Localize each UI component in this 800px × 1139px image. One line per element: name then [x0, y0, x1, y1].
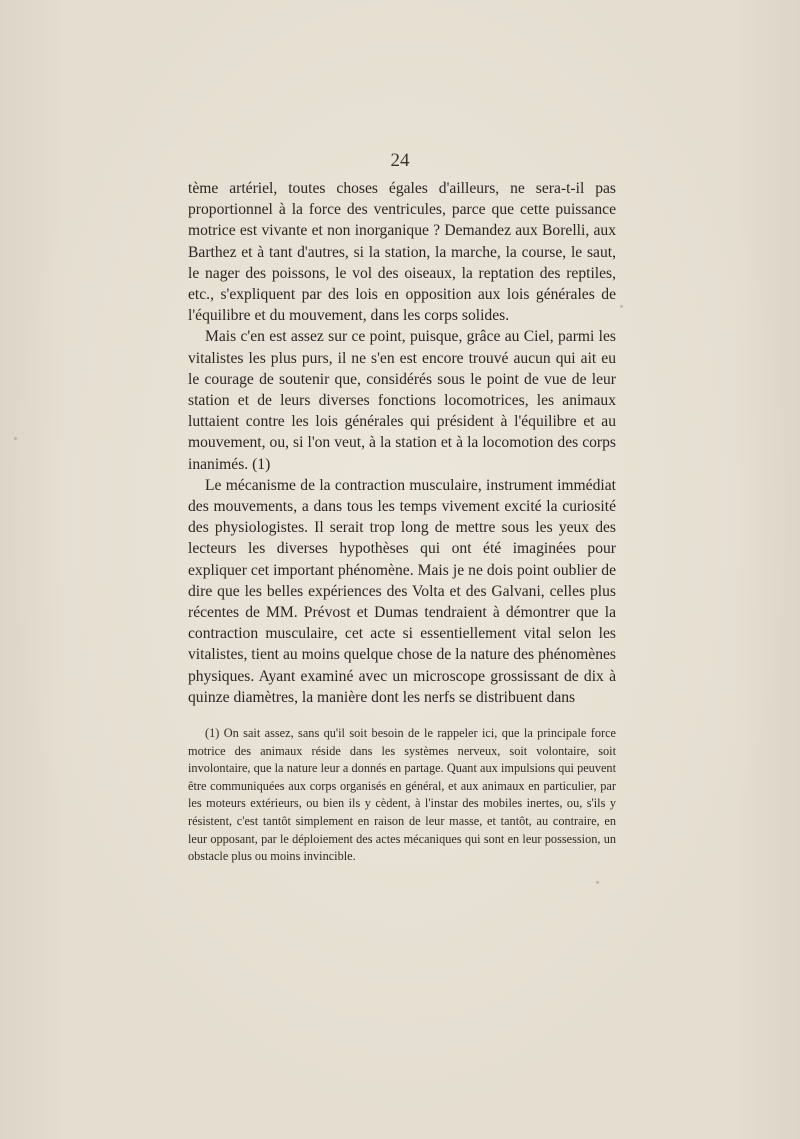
page-number: 24: [390, 150, 410, 171]
body-text: [188, 178, 616, 708]
footnote: (1) On sait assez, sans qu'il soit besoin de le rappeler ici, que la principale force motrice des animaux réside dans les systèmes nerveux, soit volontaire, soit involontaire, que la nature leur a donnés en partage. Quant aux impulsions qui peuvent être communiquées aux corps organisés en général, et aux animaux en particulier, par les moteurs extérieurs, ou bien ils y cèdent, à l'instar des mobiles inertes, ou, s'ils y résistent, c'est tantôt simplement en raison de leur masse, et tantôt, au contraire, en leur opposant, par le déploiement des actes mécaniques qui sont en leur possession, un obstacle plus ou moins invincible.: [188, 726, 616, 864]
paragraph-1: tème artériel, toutes choses égales d'ailleurs, ne sera-t-il pas proportionnel à la force des ventricules, parce que cette puissance motrice est vivante et non inorganique ? Demandez aux Borelli, aux Barthez et à tant d'autres, si la station, la marche, la course, le saut, le nager des poissons, le vol des oiseaux, la reptation des reptiles, etc., s'expliquent par des lois en opposition aux lois générales de l'équilibre et du mouvement, dans les corps solides.: [188, 180, 616, 325]
paragraph-2: Mais c'en est assez sur ce point, puisque, grâce au Ciel, parmi les vitalistes les plus purs, il ne s'en est encore trouvé aucun qui ait eu le courage de soutenir que, considérés sous le point de vue de leur station et de leurs diverses fonctions locomotrices, les animaux luttaient contre les lois générales qui président à l'équilibre et au mouvement, ou, si l'on veut, à la station et à la locomotion des corps inanimés. (1): [188, 328, 616, 473]
paper-speck: [620, 305, 623, 308]
paper-speck: [596, 881, 599, 884]
paragraph-3: Le mécanisme de la contraction musculaire, instrument immédiat des mouvements, a dans tous les temps vivement excité la curiosité des physiologistes. Il serait trop long de mettre sous les yeux des lecteurs les diverses hypothèses qui ont été imaginées pour expliquer cet important phénomène. Mais je ne dois point oublier de dire que les belles expériences des Volta et des Galvani, celles plus récentes de MM. Prévost et Dumas tendraient à démontrer que la contraction musculaire, cet acte si essentiellement vital selon les vitalistes, tient au moins quelque chose de la nature des phénomènes physiques. Ayant examiné avec un microscope grossissant de dix à quinze diamètres, la manière dont les nerfs se distribuent dans: [188, 476, 616, 706]
paper-speck: [14, 437, 17, 440]
